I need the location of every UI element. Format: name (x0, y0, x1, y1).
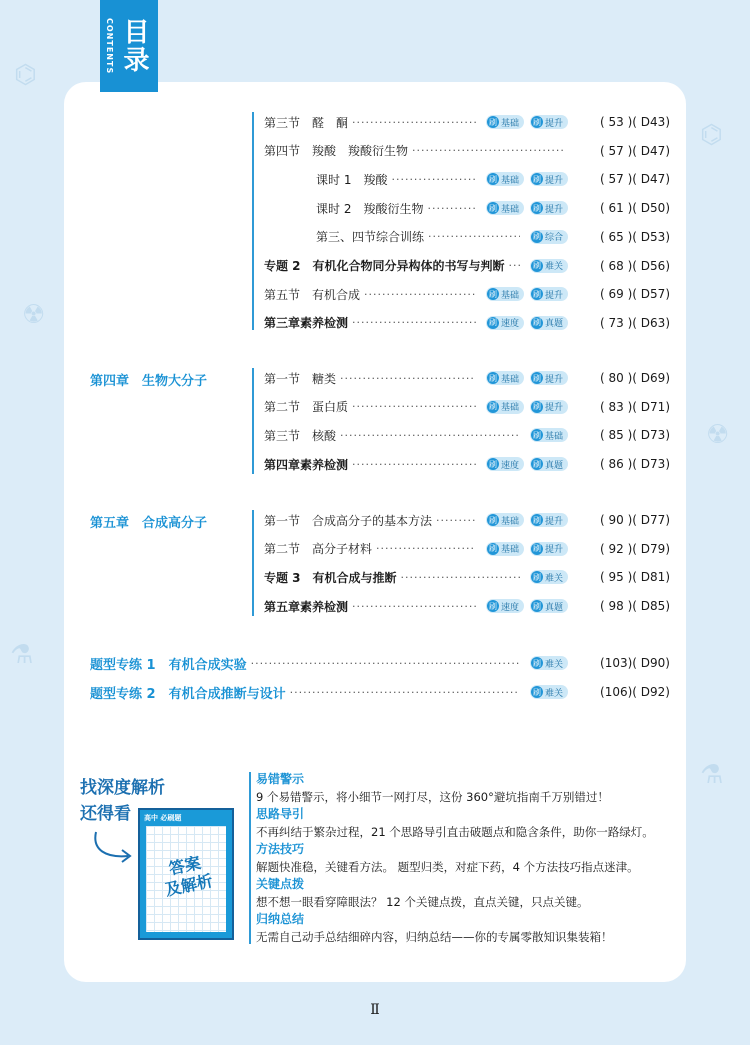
badge-icon: 刷 (532, 203, 541, 213)
special-training-entry[interactable] (90, 653, 670, 673)
promo-title-line1: 找深度解析 (80, 778, 165, 798)
badge-label: 提升 (544, 118, 563, 129)
practice-badge (530, 542, 568, 556)
badge-icon: 刷 (532, 261, 541, 270)
toc-entry-label: 第五章素养检测 (264, 599, 349, 614)
page-reference: ( 92 )( D79) (600, 541, 670, 556)
badge-label: 真题 (544, 602, 563, 613)
background-doodle: ⚗ (700, 760, 724, 790)
toc-entry-label: 题型专练 1 有机合成实验 (90, 657, 247, 673)
toc-entry[interactable] (264, 313, 670, 333)
page-reference: ( 65 )( D53) (600, 229, 670, 244)
badge-label: 基础 (500, 403, 519, 414)
dot-leader (412, 144, 564, 157)
practice-badge (530, 685, 568, 699)
background-doodle: ☢ (22, 300, 46, 330)
badge-icon: 刷 (532, 515, 541, 525)
badge-icon: 刷 (532, 373, 541, 383)
practice-badge (486, 172, 524, 186)
toc-entry[interactable] (316, 227, 670, 247)
dot-leader (352, 458, 476, 471)
feature-item (256, 807, 676, 842)
toc-entry[interactable] (264, 256, 670, 276)
badge-label: 速度 (500, 460, 519, 471)
badge-icon: 刷 (488, 289, 497, 299)
page-reference: ( 83 )( D71) (600, 399, 670, 414)
toc-entry[interactable] (264, 368, 670, 388)
badge-icon: 刷 (532, 232, 541, 242)
badge-label: 难关 (544, 688, 563, 699)
badge-icon: 刷 (488, 203, 497, 213)
practice-badge (530, 428, 568, 442)
page-reference: (106)( D92) (600, 685, 670, 699)
book-title-line1: 答案 (167, 853, 203, 879)
dot-leader (364, 288, 476, 301)
badge-label: 难关 (544, 659, 563, 670)
toc-entry[interactable] (264, 454, 670, 474)
practice-badge (530, 599, 568, 613)
practice-badge (530, 172, 568, 186)
badge-label: 速度 (500, 319, 519, 330)
background-doodle: ⚗ (10, 640, 34, 670)
header-title: 目录 (119, 18, 149, 74)
feature-label: 关键点拨 (256, 877, 305, 891)
badge-label: 难关 (544, 262, 563, 272)
badge-icon: 刷 (488, 459, 497, 469)
badge-label: 基础 (500, 374, 519, 385)
toc-entry-label: 课时 1 羧酸 (316, 172, 388, 187)
badge-label: 提升 (544, 516, 563, 527)
practice-badge (530, 115, 568, 129)
practice-badge (530, 400, 568, 414)
toc-entry[interactable] (264, 284, 670, 304)
badge-icon: 刷 (488, 544, 497, 554)
toc-entry[interactable] (316, 169, 670, 189)
badge-icon: 刷 (532, 318, 541, 328)
toc-entry[interactable] (264, 397, 670, 417)
dot-leader (352, 600, 476, 613)
feature-text: 不再纠结于繁杂过程，21 个思路导引直击破题点和隐含条件，助你一路绿灯。 (256, 825, 654, 839)
page-reference: ( 90 )( D77) (600, 513, 670, 527)
feature-text: 9 个易错警示，将小细节一网打尽，这份 360°避坑指南千万别错过！ (256, 790, 609, 804)
badge-icon: 刷 (532, 459, 541, 469)
feature-text: 想不想一眼看穿障眼法？ 12 个关键点拨，直点关键，只点关键。 (256, 895, 589, 909)
page-reference: ( 73 )( D63) (600, 315, 670, 330)
header-subtitle: CONTENTS (105, 17, 114, 75)
background-doodle: ⌬ (700, 120, 723, 150)
badge-icon: 刷 (532, 572, 541, 582)
dot-leader (340, 372, 476, 385)
badge-icon: 刷 (488, 601, 497, 611)
badge-label: 提升 (544, 545, 563, 556)
dot-leader (401, 571, 520, 584)
dot-leader (251, 657, 520, 670)
toc-entry-label: 第二节 高分子材料 (264, 542, 373, 557)
practice-badge (530, 259, 568, 273)
toc-entry[interactable] (264, 510, 670, 530)
practice-badge (486, 115, 524, 129)
badge-icon: 刷 (532, 687, 541, 697)
toc-entry-label: 课时 2 羧酸衍生物 (316, 201, 424, 216)
background-doodle: ☢ (706, 420, 730, 450)
toc-entry-label: 第三、四节综合训练 (316, 230, 425, 245)
feature-label: 方法技巧 (256, 842, 305, 856)
dot-leader (391, 173, 476, 186)
feature-text: 解题快准稳，关键看方法。 题型归类，对症下药，4 个方法技巧指点迷津。 (256, 860, 639, 874)
practice-badge (486, 542, 524, 556)
toc-entry[interactable] (264, 567, 670, 587)
practice-badge (530, 316, 568, 330)
chapter5-title[interactable]: 第五章 合成高分子 (90, 516, 208, 531)
page-number: Ⅱ (370, 1002, 380, 1018)
background-doodle: ⌬ (14, 60, 37, 90)
badge-icon: 刷 (488, 402, 497, 412)
practice-badge (486, 371, 524, 385)
badge-label: 基础 (500, 204, 519, 215)
toc-entry[interactable] (264, 112, 670, 132)
badge-label: 提升 (544, 374, 563, 385)
book-tag: 高中 必刷题 (144, 814, 182, 822)
badge-label: 提升 (544, 175, 563, 186)
badge-label: 难关 (544, 573, 563, 584)
toc-entry-label: 第一节 合成高分子的基本方法 (264, 513, 433, 528)
toc-entry-label: 题型专练 2 有机合成推断与设计 (90, 686, 286, 702)
badge-label: 真题 (544, 319, 563, 330)
dot-leader (436, 514, 476, 527)
chapter4-title[interactable]: 第四章 生物大分子 (90, 374, 208, 389)
dot-leader (352, 316, 476, 329)
badge-icon: 刷 (488, 373, 497, 383)
badge-icon: 刷 (532, 289, 541, 299)
chapter5-divider (252, 510, 254, 616)
page-reference: ( 98 )( D85) (600, 599, 670, 614)
badge-icon: 刷 (488, 515, 497, 525)
chapter4-divider (252, 368, 254, 474)
toc-entry[interactable] (264, 141, 670, 161)
toc-entry-label: 第三节 核酸 (264, 428, 337, 443)
feature-text: 无需自己动手总结细碎内容，归纳总结——你的专属零散知识集装箱！ (256, 930, 613, 944)
badge-label: 综合 (544, 233, 563, 244)
dot-leader (340, 429, 520, 442)
practice-badge (530, 513, 568, 527)
page-reference: ( 57 )( D47) (600, 143, 670, 158)
practice-badge (486, 316, 524, 330)
badge-icon: 刷 (532, 658, 541, 668)
dot-leader (290, 686, 520, 699)
page-reference: ( 68 )( D56) (600, 258, 670, 273)
promo-title-line2: 还得看 (80, 804, 131, 824)
feature-label: 易错警示 (256, 772, 305, 786)
badge-label: 基础 (500, 516, 519, 527)
practice-badge (530, 371, 568, 385)
dot-leader (427, 202, 476, 215)
toc-entry-label: 第一节 糖类 (264, 371, 337, 386)
feature-item (256, 772, 676, 807)
practice-badge (486, 287, 524, 301)
toc-entry[interactable] (264, 596, 670, 616)
page-reference: ( 86 )( D73) (600, 457, 670, 472)
feature-label: 思路导引 (256, 807, 305, 821)
practice-badge (486, 201, 524, 215)
toc-entry[interactable] (264, 425, 670, 445)
badge-label: 基础 (500, 545, 519, 556)
page-reference: ( 61 )( D50) (600, 201, 670, 216)
toc-entry-label: 专题 2 有机化合物同分异构体的书写与判断 (264, 259, 505, 273)
badge-label: 速度 (500, 602, 519, 613)
practice-badge (486, 400, 524, 414)
practice-badge (530, 570, 568, 584)
dot-leader (352, 400, 476, 413)
page-reference: ( 69 )( D57) (600, 287, 670, 302)
page-reference: ( 80 )( D69) (600, 371, 670, 385)
contents-header (100, 0, 158, 92)
book-title-line2: 及解析 (163, 871, 215, 900)
practice-badge (530, 287, 568, 301)
badge-icon: 刷 (532, 174, 541, 184)
badge-icon: 刷 (532, 117, 541, 127)
badge-icon: 刷 (532, 402, 541, 412)
features-divider (249, 772, 251, 944)
dot-leader (352, 116, 476, 129)
dot-leader (376, 542, 476, 555)
toc-entry[interactable] (264, 539, 670, 559)
badge-label: 提升 (544, 403, 563, 414)
special-training-entry[interactable] (90, 682, 670, 702)
badge-label: 真题 (544, 460, 563, 471)
badge-icon: 刷 (488, 174, 497, 184)
feature-item (256, 912, 676, 947)
badge-label: 基础 (500, 175, 519, 186)
page-reference: ( 85 )( D73) (600, 428, 670, 443)
badge-label: 基础 (500, 290, 519, 301)
toc-entry-label: 专题 3 有机合成与推断 (264, 570, 397, 585)
chapter3-divider (252, 112, 254, 330)
toc-entry-label: 第五节 有机合成 (264, 287, 361, 302)
feature-item (256, 842, 676, 877)
dot-leader (509, 259, 520, 272)
badge-icon: 刷 (488, 117, 497, 127)
practice-badge (486, 457, 524, 471)
badge-icon: 刷 (532, 601, 541, 611)
page-reference: (103)( D90) (600, 656, 670, 670)
practice-badge (486, 599, 524, 613)
toc-entry-label: 第二节 蛋白质 (264, 400, 349, 415)
toc-entry-label: 第四章素养检测 (264, 457, 349, 472)
page-reference: ( 57 )( D47) (600, 172, 670, 187)
badge-icon: 刷 (532, 544, 541, 554)
page-reference: ( 53 )( D43) (600, 115, 670, 129)
practice-badge (530, 457, 568, 471)
badge-icon: 刷 (532, 430, 541, 440)
dot-leader (428, 230, 520, 243)
toc-entry-label: 第四节 羧酸 羧酸衍生物 (264, 144, 409, 159)
feature-item (256, 877, 676, 912)
practice-badge (530, 201, 568, 215)
page-reference: ( 95 )( D81) (600, 570, 670, 585)
badge-label: 提升 (544, 204, 563, 215)
curved-arrow-icon (92, 828, 136, 868)
answer-book-cover (138, 808, 234, 940)
practice-badge (486, 513, 524, 527)
practice-badge (530, 656, 568, 670)
toc-entry[interactable] (316, 198, 670, 218)
badge-icon: 刷 (488, 318, 497, 328)
badge-label: 基础 (544, 431, 563, 442)
feature-label: 归纳总结 (256, 912, 305, 926)
toc-entry-label: 第三节 醛 酮 (264, 115, 349, 130)
badge-label: 基础 (500, 118, 519, 129)
practice-badge (530, 230, 568, 244)
badge-label: 提升 (544, 290, 563, 301)
toc-entry-label: 第三章素养检测 (264, 316, 349, 331)
